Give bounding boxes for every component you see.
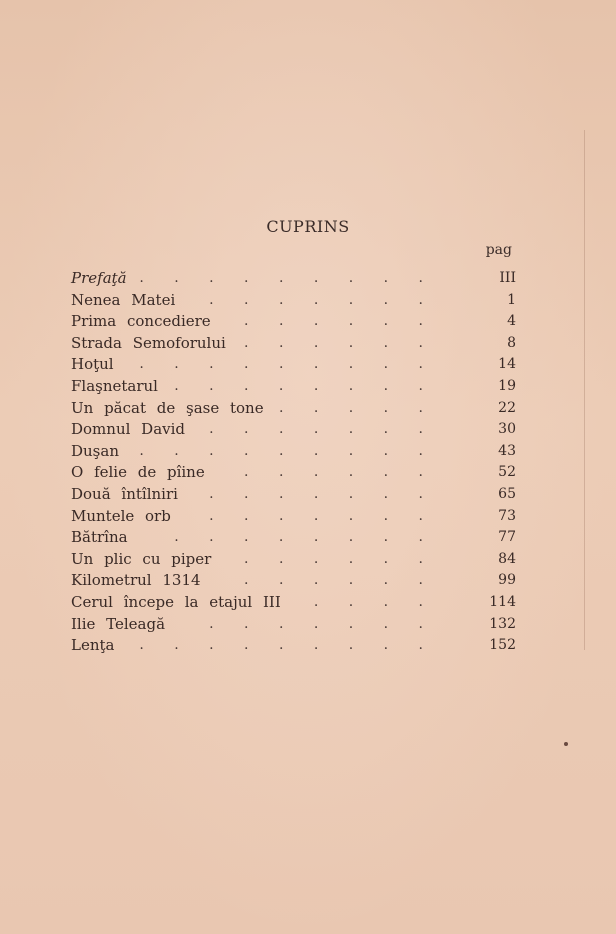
toc-dot-leader: . . . . . . [244,572,436,589]
toc-entry [71,506,516,528]
toc-dot-leader: . . . . . . . . . [139,442,436,459]
toc-entry-title: Cerul începe la etajul III [71,592,281,611]
toc-entry-title: Hoţul [71,355,114,374]
toc-entry [71,268,516,290]
toc-dot-leader: . . . . . . [244,464,436,481]
toc-page-number: 43 [498,442,516,459]
toc-page-number: 30 [498,421,516,438]
toc-entry [71,549,516,571]
ink-spot [564,742,568,746]
toc-page-number: 84 [498,550,516,567]
toc-page-number: 1 [507,291,516,308]
toc-page-number: 77 [498,529,516,546]
toc-entry-title: Nenea Matei [71,290,176,309]
toc-entry-title: Flaşnetarul [71,376,158,395]
toc-dot-leader: . . . . . . . [209,291,436,308]
toc-entry [71,441,516,463]
toc-dot-leader: . . . . . . . . . [139,270,436,286]
toc-entry-title: Duşan [71,441,119,460]
toc-page-number: III [499,270,516,286]
toc-dot-leader: . . . . . . . [209,615,436,632]
toc-page-number: 132 [489,615,516,632]
toc-page-number: 4 [507,313,516,330]
toc-entry-title: Strada Semoforului [71,333,226,352]
toc-page-number: 65 [498,485,516,502]
toc-page-number: 152 [489,637,516,654]
toc-page-number: 19 [498,377,516,394]
toc-entry [71,290,516,312]
toc-entry-title: Prima concediere [71,312,211,331]
toc-entry [71,527,516,549]
toc-entry [71,614,516,636]
toc-entry-title: Bătrîna [71,528,128,547]
toc-entry [71,398,516,420]
toc-dot-leader: . . . . . . [244,313,436,330]
toc-dot-leader: . . . . . . [244,550,436,567]
toc-dot-leader: . . . . . . [244,334,436,351]
toc-dot-leader: . . . . . . . [209,485,436,502]
toc-entry [71,311,516,333]
toc-entry [71,462,516,484]
table-of-contents [71,268,516,657]
toc-entry-title: Două întîlniri [71,484,178,503]
toc-entry-title: Un păcat de şase tone [71,398,264,417]
toc-dot-leader: . . . . . . . . [174,529,436,546]
toc-entry-title: Kilometrul 1314 [71,571,201,590]
toc-dot-leader: . . . . . [278,399,436,416]
toc-page-number: 52 [498,464,516,481]
page-title: CUPRINS [266,217,350,236]
toc-dot-leader: . . . . . . . [209,421,436,438]
toc-entry-title: Domnul David [71,420,186,439]
toc-page-number: 114 [489,593,516,610]
toc-page-number: 73 [498,507,516,524]
toc-entry-title: Lenţa [71,636,115,655]
toc-entry-title: Un plic cu piper [71,549,212,568]
toc-entry [71,592,516,614]
toc-page-number: 99 [498,572,516,589]
toc-entry-title: Muntele orb [71,506,171,525]
toc-page-number: 14 [498,356,516,373]
page-column-label: pag [485,242,512,258]
toc-entry-title: Prefaţă [71,269,127,287]
toc-dot-leader: . . . . . . . . . [139,637,436,654]
page-fold-line [584,130,585,650]
toc-entry [71,376,516,398]
toc-entry-title: O felie de pîine [71,463,205,482]
toc-entry [71,354,516,376]
toc-dot-leader: . . . . [313,593,436,610]
toc-page-number: 8 [507,334,516,351]
toc-dot-leader: . . . . . . . . [174,377,436,394]
toc-entry [71,570,516,592]
toc-entry [71,484,516,506]
toc-entry-title: Ilie Teleagă [71,614,166,633]
toc-entry [71,635,516,657]
toc-page-number: 22 [498,399,516,416]
toc-dot-leader: . . . . . . . [209,507,436,524]
toc-entry [71,419,516,441]
toc-entry [71,333,516,355]
toc-dot-leader: . . . . . . . . . [139,356,436,373]
